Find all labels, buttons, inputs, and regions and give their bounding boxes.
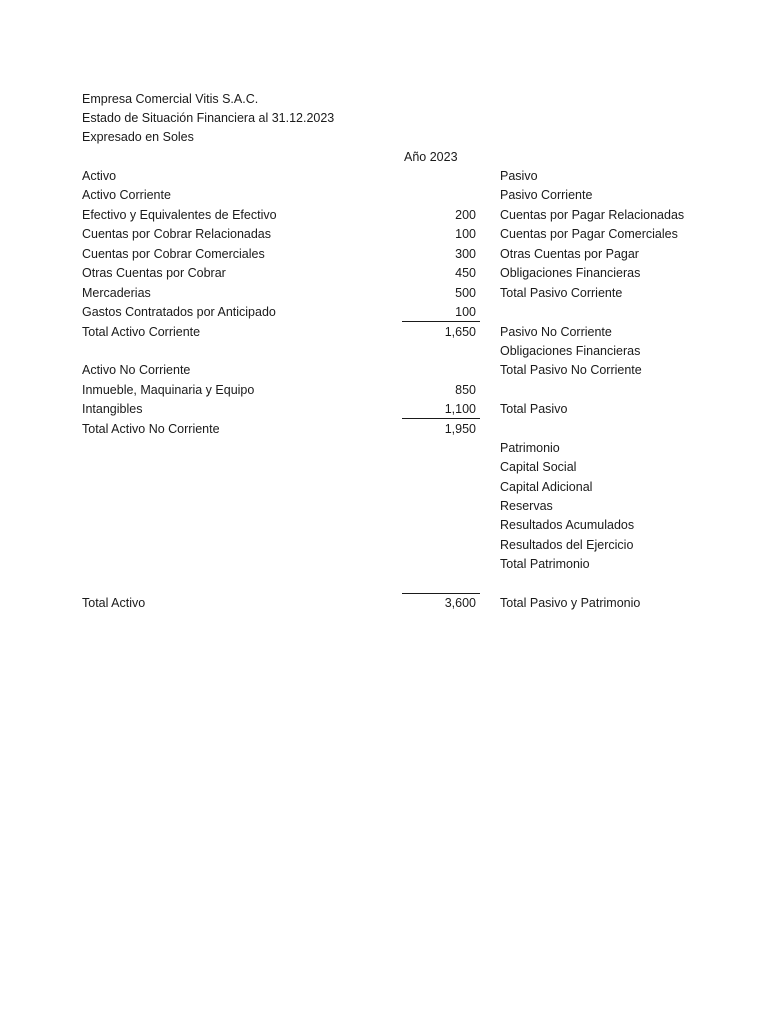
statement-title: Estado de Situación Financiera al 31.12.2023 <box>82 111 335 125</box>
company-name: Empresa Comercial Vitis S.A.C. <box>82 92 259 106</box>
activo-item-value: 200 <box>455 208 476 222</box>
patrimonio-title: Patrimonio <box>500 441 560 455</box>
total-activo-value: 3,600 <box>444 596 476 610</box>
activo-item-value: 100 <box>455 305 476 319</box>
activo-item-value: 1,100 <box>444 402 476 416</box>
activo-item-value: 100 <box>455 227 476 241</box>
activo-item-value: 450 <box>455 266 476 280</box>
activo-item-label: Mercaderias <box>82 286 151 300</box>
activo-corriente-title: Activo Corriente <box>82 188 171 202</box>
activo-item-value: 300 <box>455 247 476 261</box>
patrimonio-item-label: Resultados Acumulados <box>500 518 635 532</box>
activo-title: Activo <box>82 169 117 183</box>
activo-item-value: 850 <box>455 383 476 397</box>
activo-item-label: Cuentas por Cobrar Relacionadas <box>82 227 271 241</box>
total-activo-corriente-label: Total Activo Corriente <box>82 325 201 339</box>
activo-item-label: Gastos Contratados por Anticipado <box>82 305 276 319</box>
total-activo-label: Total Activo <box>82 596 146 610</box>
year-column-header: Año 2023 <box>404 150 458 164</box>
activo-item-label: Otras Cuentas por Cobrar <box>82 266 226 280</box>
activo-item-value: 500 <box>455 286 476 300</box>
activo-item-label: Cuentas por Cobrar Comerciales <box>82 247 265 261</box>
total-patrimonio-label: Total Patrimonio <box>500 557 590 571</box>
total-activo-no-corriente-value: 1,950 <box>444 422 476 436</box>
total-pasivo-patrimonio-label: Total Pasivo y Patrimonio <box>500 596 641 610</box>
pasivo-item-label: Cuentas por Pagar Relacionadas <box>500 208 685 222</box>
pasivo-corriente-title: Pasivo Corriente <box>500 188 593 202</box>
total-pasivo-label: Total Pasivo <box>500 402 568 416</box>
patrimonio-item-label: Resultados del Ejercicio <box>500 538 634 552</box>
pasivo-item-label: Otras Cuentas por Pagar <box>500 247 639 261</box>
patrimonio-item-label: Capital Adicional <box>500 480 593 494</box>
total-activo-no-corriente-label: Total Activo No Corriente <box>82 422 220 436</box>
activo-item-label: Inmueble, Maquinaria y Equipo <box>82 383 255 397</box>
pasivo-title: Pasivo <box>500 169 538 183</box>
activo-no-corriente-title: Activo No Corriente <box>82 363 191 377</box>
total-activo-corriente-value: 1,650 <box>444 325 476 339</box>
pasivo-item-label: Obligaciones Financieras <box>500 266 641 280</box>
patrimonio-item-label: Reservas <box>500 499 553 513</box>
patrimonio-item-label: Capital Social <box>500 460 577 474</box>
activo-item-label: Efectivo y Equivalentes de Efectivo <box>82 208 277 222</box>
pasivo-no-corriente-title: Pasivo No Corriente <box>500 325 612 339</box>
pasivo-item-label: Cuentas por Pagar Comerciales <box>500 227 678 241</box>
currency-note: Expresado en Soles <box>82 130 194 144</box>
total-pasivo-corriente-label: Total Pasivo Corriente <box>500 286 623 300</box>
activo-item-label: Intangibles <box>82 402 143 416</box>
pasivo-item-label: Obligaciones Financieras <box>500 344 641 358</box>
total-pasivo-no-corriente-label: Total Pasivo No Corriente <box>500 363 642 377</box>
